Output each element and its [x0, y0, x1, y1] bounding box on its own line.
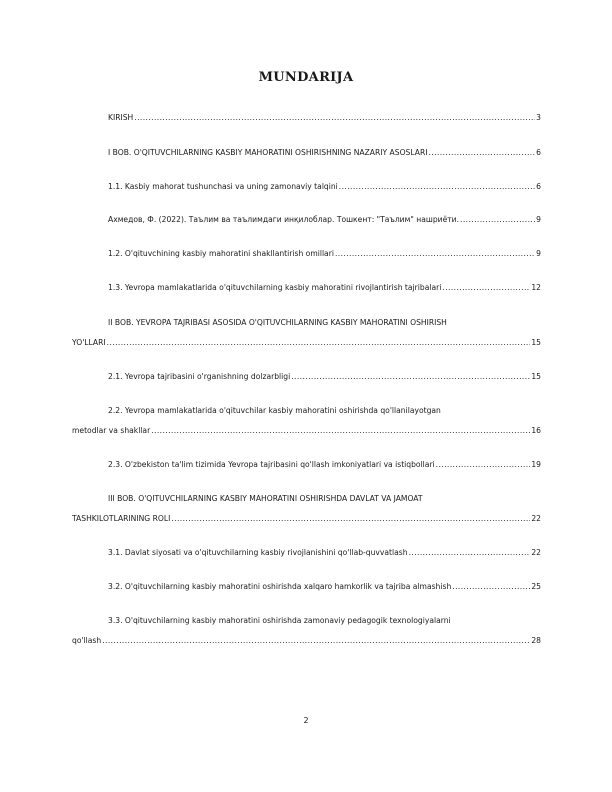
dot-leader: [409, 548, 531, 558]
dot-leader: [452, 582, 530, 592]
toc-entry-text-continued: metodlar va shakllar: [72, 426, 151, 435]
toc-entry-text-continued: TASHKILOTLARINING ROLI: [72, 514, 171, 523]
toc-entry-page: 3: [536, 113, 541, 122]
toc-entry-page: 25: [531, 582, 541, 591]
toc-entry-page: 9: [536, 249, 541, 258]
toc-entry-text: 3.1. Davlat siyosati va o'qituvchilarning kasbiy rivojlanishini qo'llab-quvvatlash: [108, 548, 408, 557]
dot-leader: [102, 636, 530, 646]
dot-leader: [429, 148, 536, 158]
dot-leader: [291, 372, 530, 382]
toc-entry-page: 6: [536, 182, 541, 191]
dot-leader: [171, 514, 530, 524]
toc-entry-page: 22: [531, 548, 541, 557]
dot-leader: [107, 338, 531, 348]
toc-entry-page: 15: [531, 372, 541, 381]
dot-leader: [442, 283, 530, 293]
toc-entry-text: Ахмедов, Ф. (2022). Таълим ва таълимдаги инқилоблар. Тошкент: "Таълим" нашриёти.: [108, 215, 460, 224]
toc-entry-text: 1.3. Yevropa mamlakatlarida o'qituvchilarning kasbiy mahoratini rivojlantirish tajribalari: [108, 283, 442, 292]
toc-entry-text: 3.2. O'qituvchilarning kasbiy mahoratini oshirishda xalqaro hamkorlik va tajriba almashish: [108, 582, 452, 591]
toc-entry-text: III BOB. O'QITUVCHILARNING KASBIY MAHORATINI OSHIRISHDA DAVLAT VA JAMOAT: [108, 494, 423, 503]
toc-entry-text: 1.1. Kasbiy mahorat tushunchasi va uning zamonaviy talqini: [108, 182, 338, 191]
toc-entry-page: 19: [531, 460, 541, 469]
page-number: 2: [303, 716, 309, 725]
dot-leader: [335, 249, 535, 259]
toc-entry-text: 1.2. O'qituvchining kasbiy mahoratini shakllantirish omillari: [108, 249, 334, 258]
toc-entry-text: 2.3. O'zbekiston ta'lim tizimida Yevropa tajribasini qo'llash imkoniyatlari va istiqbollari: [108, 460, 435, 469]
toc-entry-text-continued: YO'LLARI: [72, 338, 106, 347]
toc-entry-page: 6: [536, 148, 541, 157]
toc-entry-text-continued: qo'llash: [72, 636, 102, 645]
toc-entry-text: I BOB. O'QITUVCHILARNING KASBIY MAHORATINI OSHIRISHNING NAZARIY ASOSLARI: [108, 148, 428, 157]
toc-entry-text: 3.3. O'qituvchilarning kasbiy mahoratini oshirishda zamonaviy pedagogik texnologiyalarni: [108, 616, 451, 625]
toc-entry-page: 12: [531, 283, 541, 292]
toc-entry-text: 2.1. Yevropa tajribasini o'rganishning dolzarbligi: [108, 372, 291, 381]
toc-entry-page: 16: [531, 426, 541, 435]
toc-entry-page: 9: [536, 215, 541, 224]
toc-entry-text: KIRISH: [108, 113, 134, 122]
toc-entry-page: 28: [531, 636, 541, 645]
dot-leader: [460, 215, 535, 225]
toc-entry-page: 22: [531, 514, 541, 523]
toc-entry-text: 2.2. Yevropa mamlakatlarida o'qituvchilar kasbiy mahoratini oshirishda qo'llanilayotgan: [108, 406, 441, 415]
dot-leader: [151, 426, 530, 436]
dot-leader: [436, 460, 531, 470]
dot-leader: [134, 113, 535, 123]
toc-entry-page: 15: [531, 338, 541, 347]
dot-leader: [339, 182, 535, 192]
toc-entry-text: II BOB. YEVROPA TAJRIBASI ASOSIDA O'QITUVCHILARNING KASBIY MAHORATINI OSHIRISH: [108, 318, 447, 327]
toc-title: MUNDARIJA: [258, 70, 354, 85]
